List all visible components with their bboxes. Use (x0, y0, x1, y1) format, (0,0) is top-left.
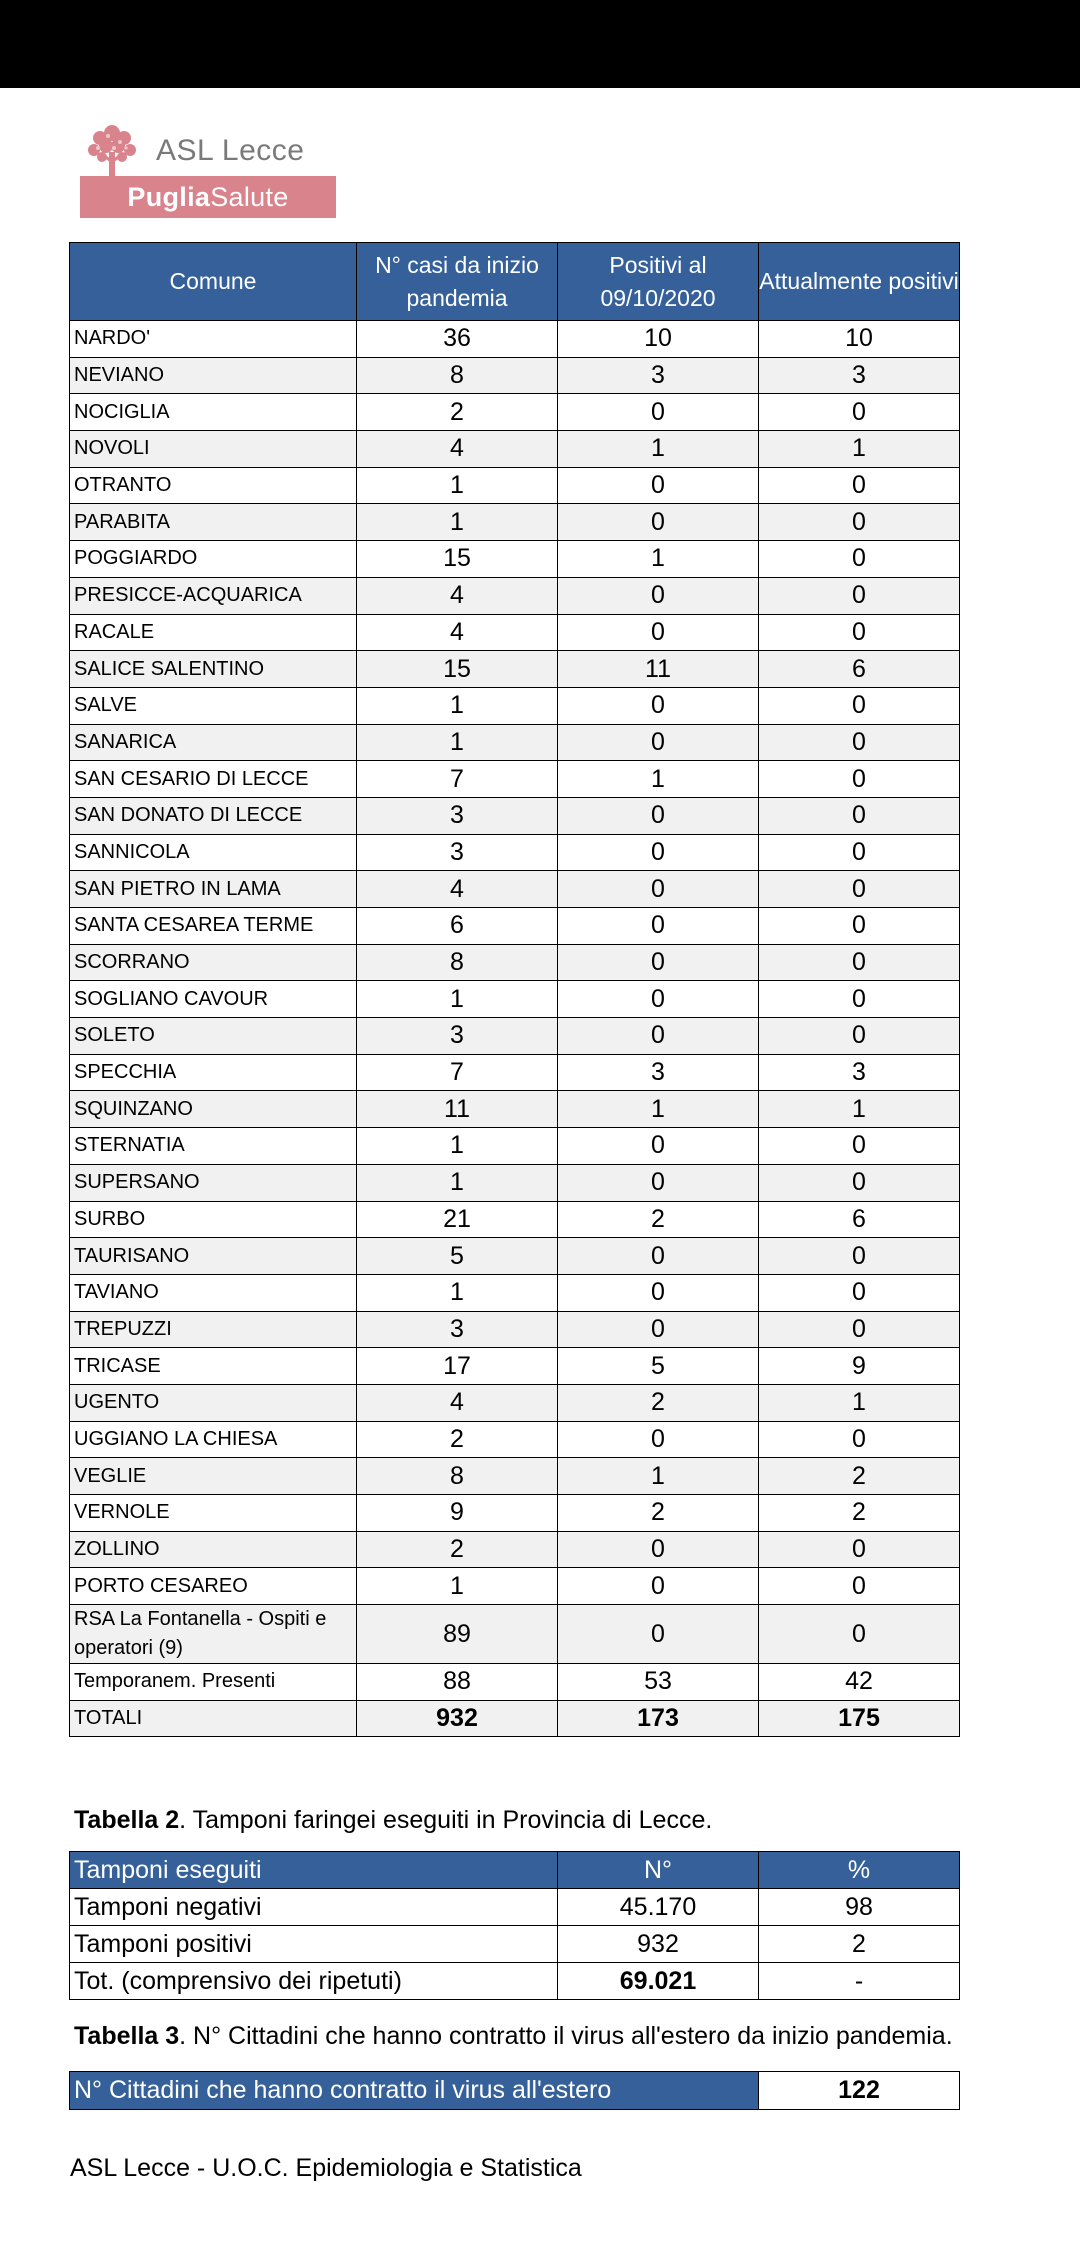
currently-positive: 0 (759, 761, 960, 798)
comune-name: TOTALI (70, 1700, 357, 1737)
comune-name: UGENTO (70, 1384, 357, 1421)
comune-name: POGGIARDO (70, 541, 357, 578)
total-cases: 9 (357, 1495, 558, 1532)
table-row (70, 541, 960, 578)
positive-at-date: 0 (558, 797, 759, 834)
cases-by-comune-table (69, 242, 960, 1737)
currently-positive: 0 (759, 577, 960, 614)
comune-name: TAVIANO (70, 1274, 357, 1311)
comune-name: SAN DONATO DI LECCE (70, 797, 357, 834)
header-swabs: Tamponi eseguiti (70, 1852, 558, 1889)
table-row (70, 1421, 960, 1458)
comune-name: VERNOLE (70, 1495, 357, 1532)
table-row (70, 467, 960, 504)
table-row (70, 1605, 960, 1664)
total-cases: 3 (357, 1018, 558, 1055)
comune-name: SAN CESARIO DI LECCE (70, 761, 357, 798)
comune-name: ZOLLINO (70, 1531, 357, 1568)
table-row (70, 1201, 960, 1238)
comune-name: SPECCHIA (70, 1054, 357, 1091)
row-percent: 2 (759, 1926, 960, 1963)
comune-name: NOVOLI (70, 431, 357, 468)
table-header-row (70, 243, 960, 321)
table-row (70, 1568, 960, 1605)
comune-name: PORTO CESAREO (70, 1568, 357, 1605)
comune-name: SUPERSANO (70, 1164, 357, 1201)
positive-at-date: 0 (558, 1531, 759, 1568)
positive-at-date: 1 (558, 431, 759, 468)
comune-name: NOCIGLIA (70, 394, 357, 431)
top-bar (0, 0, 1080, 88)
comune-name: SQUINZANO (70, 1091, 357, 1128)
positive-at-date: 0 (558, 1605, 759, 1664)
table-row (70, 1348, 960, 1385)
total-cases: 4 (357, 431, 558, 468)
asl-lecce-logo (80, 124, 340, 224)
currently-positive: 0 (759, 724, 960, 761)
comune-name: SANNICOLA (70, 834, 357, 871)
table-row (70, 797, 960, 834)
currently-positive: 0 (759, 1568, 960, 1605)
total-cases: 1 (357, 504, 558, 541)
total-cases: 6 (357, 908, 558, 945)
positive-at-date: 0 (558, 981, 759, 1018)
currently-positive: 0 (759, 541, 960, 578)
currently-positive: 0 (759, 797, 960, 834)
positive-at-date: 0 (558, 577, 759, 614)
positive-at-date: 0 (558, 871, 759, 908)
currently-positive: 9 (759, 1348, 960, 1385)
row-percent: 98 (759, 1889, 960, 1926)
currently-positive: 0 (759, 1605, 960, 1664)
currently-positive: 0 (759, 834, 960, 871)
comune-name: SANTA CESAREA TERME (70, 908, 357, 945)
currently-positive: 0 (759, 1238, 960, 1275)
currently-positive: 0 (759, 394, 960, 431)
table-row (70, 394, 960, 431)
currently-positive: 0 (759, 1018, 960, 1055)
total-cases: 3 (357, 834, 558, 871)
comune-name: NEVIANO (70, 357, 357, 394)
table-row (70, 1091, 960, 1128)
positive-at-date: 0 (558, 1238, 759, 1275)
total-cases: 7 (357, 1054, 558, 1091)
currently-positive: 0 (759, 981, 960, 1018)
table2-caption-text: . Tamponi faringei eseguiti in Provincia di Lecce. (179, 1806, 713, 1834)
comune-name: RACALE (70, 614, 357, 651)
table-row (70, 1664, 960, 1701)
currently-positive: 175 (759, 1700, 960, 1737)
table-row (70, 651, 960, 688)
table-row (70, 2072, 960, 2110)
table-row (70, 504, 960, 541)
currently-positive: 0 (759, 944, 960, 981)
table-row (70, 687, 960, 724)
positive-at-date: 173 (558, 1700, 759, 1737)
currently-positive: 0 (759, 467, 960, 504)
tree-icon (80, 124, 144, 180)
total-cases: 8 (357, 357, 558, 394)
currently-positive: 1 (759, 1091, 960, 1128)
comune-name: OTRANTO (70, 467, 357, 504)
comune-name: VEGLIE (70, 1458, 357, 1495)
total-cases: 4 (357, 577, 558, 614)
positive-at-date: 2 (558, 1384, 759, 1421)
positive-at-date: 1 (558, 761, 759, 798)
positive-at-date: 1 (558, 1458, 759, 1495)
currently-positive: 0 (759, 1128, 960, 1165)
table-row (70, 834, 960, 871)
table3-caption (74, 2022, 953, 2051)
positive-at-date: 1 (558, 1091, 759, 1128)
currently-positive: 0 (759, 504, 960, 541)
logo-brand-bold: Puglia (127, 182, 211, 212)
currently-positive: 0 (759, 908, 960, 945)
positive-at-date: 10 (558, 321, 759, 358)
row-count: 932 (558, 1926, 759, 1963)
table3-caption-bold: Tabella 3 (74, 2022, 180, 2050)
positive-at-date: 0 (558, 687, 759, 724)
table-row (70, 1054, 960, 1091)
table-row (70, 724, 960, 761)
currently-positive: 2 (759, 1495, 960, 1532)
currently-positive: 3 (759, 1054, 960, 1091)
currently-positive: 0 (759, 1274, 960, 1311)
total-cases: 1 (357, 724, 558, 761)
total-cases: 88 (357, 1664, 558, 1701)
currently-positive: 3 (759, 357, 960, 394)
total-cases: 4 (357, 871, 558, 908)
positive-at-date: 0 (558, 1128, 759, 1165)
total-cases: 8 (357, 1458, 558, 1495)
header-positive-at-date: Positivi al 09/10/2020 (558, 243, 759, 321)
positive-at-date: 0 (558, 1421, 759, 1458)
positive-at-date: 0 (558, 724, 759, 761)
row-count: 69.021 (558, 1963, 759, 2000)
header-currently-positive: Attualmente positivi (759, 243, 960, 321)
positive-at-date: 0 (558, 1311, 759, 1348)
table-row (70, 944, 960, 981)
positive-at-date: 0 (558, 908, 759, 945)
table3-caption-text: . N° Cittadini che hanno contratto il virus all'estero da inizio pandemia. (179, 2022, 953, 2050)
comune-name: PRESICCE-ACQUARICA (70, 577, 357, 614)
foreign-contagion-value: 122 (759, 2072, 960, 2110)
currently-positive: 0 (759, 1421, 960, 1458)
total-cases: 3 (357, 797, 558, 834)
comune-name: SOLETO (70, 1018, 357, 1055)
header-percent: % (759, 1852, 960, 1889)
row-label: Tamponi negativi (70, 1889, 558, 1926)
currently-positive: 0 (759, 687, 960, 724)
positive-at-date: 53 (558, 1664, 759, 1701)
total-cases: 1 (357, 467, 558, 504)
total-cases: 2 (357, 1421, 558, 1458)
comune-name: SAN PIETRO IN LAMA (70, 871, 357, 908)
table-row (70, 1018, 960, 1055)
total-cases: 2 (357, 394, 558, 431)
table-row (70, 1238, 960, 1275)
positive-at-date: 3 (558, 357, 759, 394)
positive-at-date: 0 (558, 1274, 759, 1311)
table-row (70, 614, 960, 651)
comune-name: SANARICA (70, 724, 357, 761)
table-row (70, 1963, 960, 2000)
positive-at-date: 0 (558, 1018, 759, 1055)
comune-name: SALICE SALENTINO (70, 651, 357, 688)
table-row (70, 1700, 960, 1737)
comune-name: RSA La Fontanella - Ospiti e operatori (9) (70, 1605, 357, 1664)
header-count: N° (558, 1852, 759, 1889)
positive-at-date: 0 (558, 944, 759, 981)
positive-at-date: 5 (558, 1348, 759, 1385)
total-cases: 4 (357, 1384, 558, 1421)
positive-at-date: 0 (558, 614, 759, 651)
table2-caption-bold: Tabella 2 (74, 1806, 180, 1834)
total-cases: 1 (357, 1164, 558, 1201)
comune-name: SURBO (70, 1201, 357, 1238)
positive-at-date: 1 (558, 541, 759, 578)
table-row (70, 1495, 960, 1532)
foreign-contagion-table (69, 2071, 960, 2110)
table-row (70, 908, 960, 945)
total-cases: 17 (357, 1348, 558, 1385)
table-row (70, 1458, 960, 1495)
foreign-contagion-label: N° Cittadini che hanno contratto il virus all'estero (70, 2072, 759, 2110)
table-row (70, 431, 960, 468)
comune-name: SCORRANO (70, 944, 357, 981)
total-cases: 15 (357, 651, 558, 688)
table-row (70, 321, 960, 358)
total-cases: 3 (357, 1311, 558, 1348)
table-row (70, 981, 960, 1018)
total-cases: 1 (357, 981, 558, 1018)
comune-name: PARABITA (70, 504, 357, 541)
total-cases: 89 (357, 1605, 558, 1664)
currently-positive: 0 (759, 614, 960, 651)
table-row (70, 1128, 960, 1165)
comune-name: UGGIANO LA CHIESA (70, 1421, 357, 1458)
row-label: Tot. (comprensivo dei ripetuti) (70, 1963, 558, 2000)
logo-brand-rest: Salute (210, 182, 289, 212)
row-count: 45.170 (558, 1889, 759, 1926)
total-cases: 1 (357, 1274, 558, 1311)
table-row (70, 1311, 960, 1348)
row-label: Tamponi positivi (70, 1926, 558, 1963)
table-row (70, 871, 960, 908)
total-cases: 4 (357, 614, 558, 651)
footer-text: ASL Lecce - U.O.C. Epidemiologia e Statistica (70, 2154, 582, 2182)
currently-positive: 42 (759, 1664, 960, 1701)
header-total-cases: N° casi da inizio pandemia (357, 243, 558, 321)
comune-name: STERNATIA (70, 1128, 357, 1165)
total-cases: 15 (357, 541, 558, 578)
total-cases: 1 (357, 687, 558, 724)
header-comune: Comune (70, 243, 357, 321)
table-row (70, 1164, 960, 1201)
comune-name: SOGLIANO CAVOUR (70, 981, 357, 1018)
table-row (70, 1926, 960, 1963)
currently-positive: 0 (759, 1164, 960, 1201)
comune-name: NARDO' (70, 321, 357, 358)
positive-at-date: 0 (558, 504, 759, 541)
table-row (70, 1531, 960, 1568)
total-cases: 36 (357, 321, 558, 358)
currently-positive: 6 (759, 651, 960, 688)
table-row (70, 1384, 960, 1421)
comune-name: Temporanem. Presenti (70, 1664, 357, 1701)
positive-at-date: 2 (558, 1201, 759, 1238)
currently-positive: 6 (759, 1201, 960, 1238)
table-row (70, 1274, 960, 1311)
currently-positive: 2 (759, 1458, 960, 1495)
comune-name: SALVE (70, 687, 357, 724)
total-cases: 1 (357, 1568, 558, 1605)
positive-at-date: 0 (558, 394, 759, 431)
table-row (70, 577, 960, 614)
currently-positive: 0 (759, 1311, 960, 1348)
table2-caption (74, 1806, 712, 1835)
positive-at-date: 0 (558, 1164, 759, 1201)
total-cases: 1 (357, 1128, 558, 1165)
logo-org-name: ASL Lecce (156, 134, 305, 167)
positive-at-date: 2 (558, 1495, 759, 1532)
total-cases: 21 (357, 1201, 558, 1238)
currently-positive: 1 (759, 431, 960, 468)
comune-name: TAURISANO (70, 1238, 357, 1275)
total-cases: 5 (357, 1238, 558, 1275)
total-cases: 932 (357, 1700, 558, 1737)
currently-positive: 0 (759, 871, 960, 908)
comune-name: TREPUZZI (70, 1311, 357, 1348)
positive-at-date: 3 (558, 1054, 759, 1091)
total-cases: 2 (357, 1531, 558, 1568)
positive-at-date: 0 (558, 467, 759, 504)
row-percent: - (759, 1963, 960, 2000)
table-row (70, 761, 960, 798)
table-row (70, 357, 960, 394)
positive-at-date: 0 (558, 1568, 759, 1605)
currently-positive: 1 (759, 1384, 960, 1421)
positive-at-date: 0 (558, 834, 759, 871)
logo-brand (80, 176, 336, 218)
swabs-table (69, 1851, 960, 2000)
table-row (70, 1889, 960, 1926)
table-header-row (70, 1852, 960, 1889)
currently-positive: 10 (759, 321, 960, 358)
positive-at-date: 11 (558, 651, 759, 688)
comune-name: TRICASE (70, 1348, 357, 1385)
total-cases: 7 (357, 761, 558, 798)
total-cases: 8 (357, 944, 558, 981)
total-cases: 11 (357, 1091, 558, 1128)
currently-positive: 0 (759, 1531, 960, 1568)
